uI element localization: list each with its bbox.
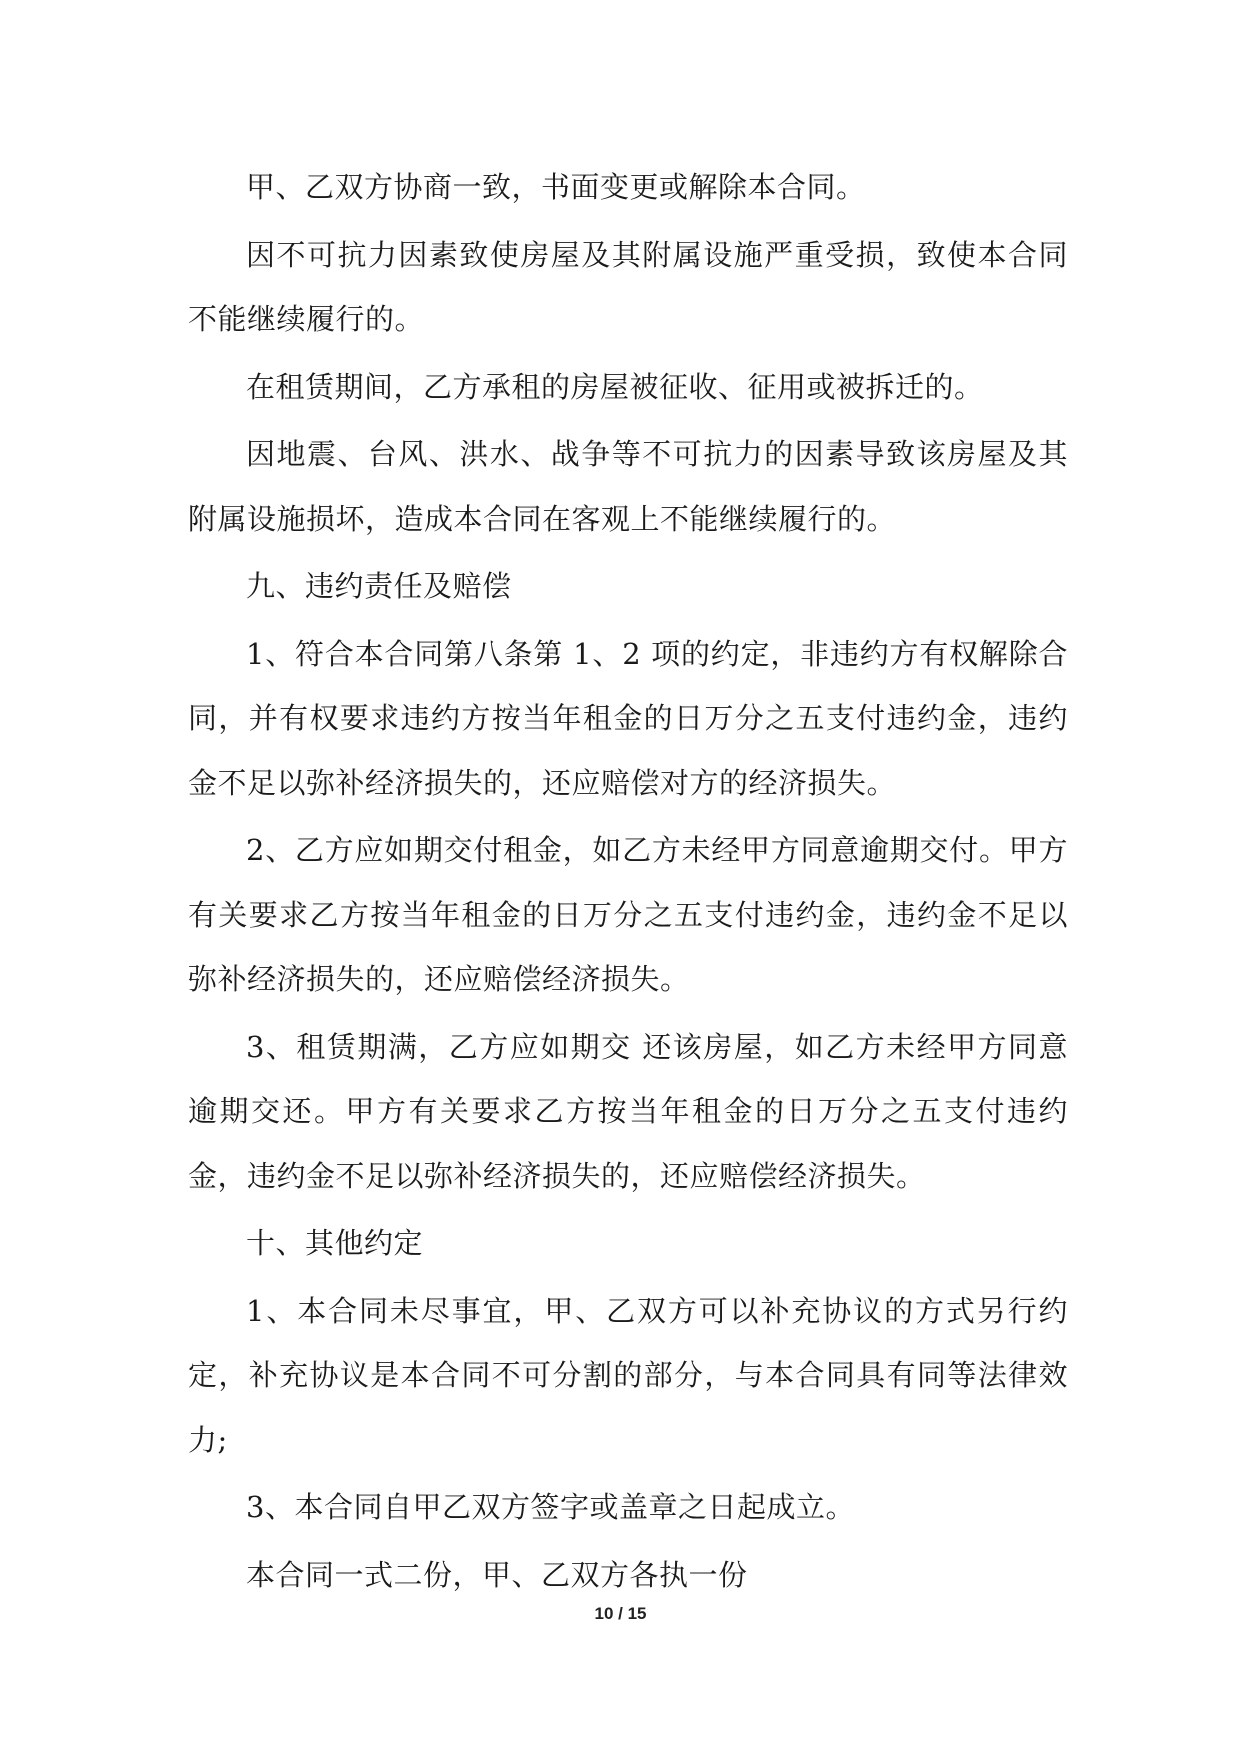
document-body — [188, 155, 1068, 1610]
clause-breach-1: 1、符合本合同第八条第 1、2 项的约定，非违约方有权解除合同，并有权要求违约方按当年租金的日万分之五支付违约金，违约金不足以弥补经济损失的，还应赔偿对方的经济损失。 — [188, 636, 1068, 800]
paragraph-copies: 本合同一式二份，甲、乙双方各执一份 — [246, 1557, 748, 1592]
paragraph-mutual-termination: 甲、乙双方协商一致，书面变更或解除本合同。 — [246, 170, 866, 204]
clause-other-1: 1、本合同未尽事宜，甲、乙双方可以补充协议的方式另行约定，补充协议是本合同不可分割的部分，与本合同具有同等法律效力; — [188, 1293, 1068, 1457]
clause-breach-2: 2、乙方应如期交付租金，如乙方未经甲方同意逾期交付。甲方有关要求乙方按当年租金的日万分之五支付违约金，违约金不足以弥补经济损失的，还应赔偿经济损失。 — [188, 833, 1068, 996]
paragraph-force-majeure-damage: 因不可抗力因素致使房屋及其附属设施严重受损，致使本合同不能继续履行的。 — [188, 237, 1068, 336]
clause-other-3: 3、本合同自甲乙双方签字或盖章之日起成立。 — [246, 1490, 855, 1524]
clause-breach-3: 3、租赁期满，乙方应如期交 还该房屋，如乙方未经甲方同意逾期交还。甲方有关要求乙方按当年租金的日万分之五支付违约金，违约金不足以弥补经济损失的，还应赔偿经济损失。 — [188, 1029, 1068, 1193]
paragraph-natural-disaster: 因地震、台风、洪水、战争等不可抗力的因素导致该房屋及其附属设施损坏，造成本合同在客观上不能继续履行的。 — [188, 437, 1068, 536]
section-heading-breach-liability: 九、违约责任及赔偿 — [246, 569, 512, 603]
section-heading-other-terms: 十、其他约定 — [246, 1226, 424, 1260]
paragraph-expropriation: 在租赁期间，乙方承租的房屋被征收、征用或被拆迁的。 — [246, 369, 984, 404]
page-number: 10 / 15 — [594, 1604, 647, 1623]
